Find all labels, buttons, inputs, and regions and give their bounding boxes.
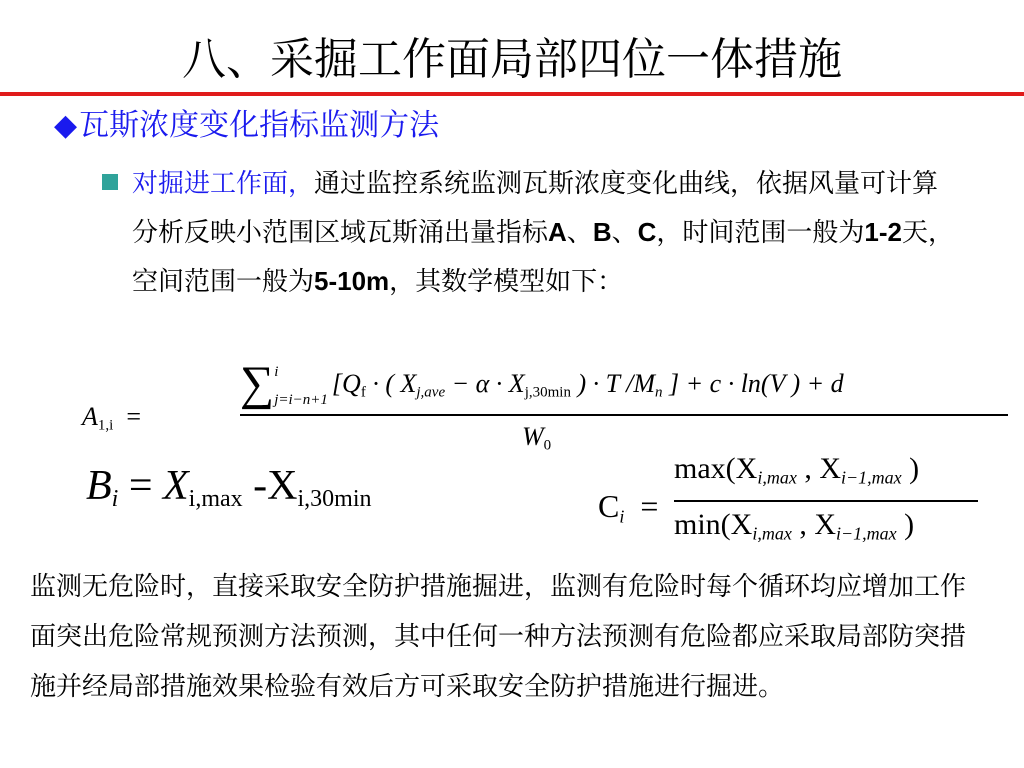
term-t-m: ) · T /M	[570, 368, 655, 398]
subscript: i,max	[757, 467, 797, 488]
formula-c-denominator	[674, 508, 914, 542]
fraction-bar	[240, 414, 1008, 416]
title-divider	[0, 92, 1024, 96]
term-tail: ] + c · ln(V ) + d	[662, 368, 844, 398]
sum-lower: j=i−n+1	[274, 391, 328, 408]
square-bullet-icon	[102, 174, 118, 190]
separator: 、	[611, 218, 638, 248]
term-q: [Q	[331, 368, 361, 398]
formula-a-numerator	[240, 356, 844, 411]
procedure-note: 监测无危险时，直接采取安全防护措施掘进，监测有危险时每个循环均应增加工作面突出危险常规预测方法预测，其中任何一种方法预测有危险都应采取局部防突措施并经局部措施效果检验有效后方可采取安全防护措施进行掘进。	[30, 572, 967, 702]
space-range: 5-10m	[314, 266, 390, 296]
equals-sign: =	[128, 463, 153, 509]
separator: 、	[566, 218, 593, 248]
formula-c	[598, 452, 988, 562]
summation-limits	[274, 363, 328, 409]
paragraph-text-4: ，其数学模型如下：	[389, 267, 624, 297]
paragraph-text-1: 通过监控系统监测瓦斯浓度变化曲线，依据风量可计算分析反映小范围区域瓦斯涌出量指标	[132, 169, 939, 248]
subscript: i,max	[188, 486, 243, 513]
slide-title: 八、采掘工作面局部四位一体措施	[182, 34, 842, 85]
diamond-icon: ◆	[54, 108, 78, 143]
paragraph-text-2: ，时间范围一般为	[656, 218, 865, 248]
max-function: max(X	[674, 452, 758, 485]
symbol: A	[82, 402, 98, 431]
subscript: 1,i	[97, 417, 114, 434]
term-w: W	[522, 422, 544, 451]
close-paren: )	[901, 452, 920, 485]
equals-sign: =	[126, 402, 141, 431]
subscript: f	[360, 384, 366, 401]
term-x: , X	[796, 452, 841, 485]
formula-a-lhs	[82, 402, 141, 432]
subscript: i,30min	[297, 486, 372, 513]
formula-a	[82, 356, 942, 466]
close-paren: )	[896, 508, 915, 541]
term-alpha-x: − α · X	[445, 368, 525, 398]
equals-sign: =	[640, 488, 659, 524]
symbol: C	[598, 488, 620, 524]
subscript: i	[619, 506, 625, 527]
min-function: min(X	[674, 508, 753, 541]
spacer	[274, 381, 328, 391]
subscript: i−1,max	[836, 523, 897, 544]
subscript: j,ave	[416, 384, 446, 401]
subscript: n	[654, 384, 663, 401]
term-minus-x: -X	[253, 463, 298, 509]
formula-b	[86, 462, 372, 513]
paragraph-lead: 对掘进工作面，	[132, 169, 315, 199]
section-heading-text: 瓦斯浓度变化指标监测方法	[79, 108, 440, 143]
formula-c-lhs	[598, 488, 658, 525]
subscript: 0	[543, 437, 552, 454]
sum-upper: i	[274, 363, 279, 380]
subscript: i	[111, 486, 119, 513]
term-x: X	[163, 463, 189, 509]
time-range: 1-2	[864, 217, 902, 247]
symbol: B	[86, 463, 112, 509]
section-heading	[54, 104, 439, 148]
summation-icon: ∑	[240, 357, 275, 410]
formula-c-numerator	[674, 452, 919, 486]
term-x: , X	[791, 508, 836, 541]
index-c: C	[637, 217, 657, 247]
formula-a-denominator	[522, 422, 551, 452]
index-a: A	[548, 217, 567, 247]
subscript: i−1,max	[840, 467, 902, 488]
fraction-bar	[674, 500, 978, 502]
term-x: · ( X	[365, 368, 417, 398]
index-b: B	[592, 217, 612, 247]
paragraph-text-3: 天，空间范围一般为	[132, 218, 954, 297]
subscript: i,max	[752, 523, 792, 544]
method-paragraph	[132, 160, 962, 306]
subscript: j,30min	[524, 384, 571, 401]
